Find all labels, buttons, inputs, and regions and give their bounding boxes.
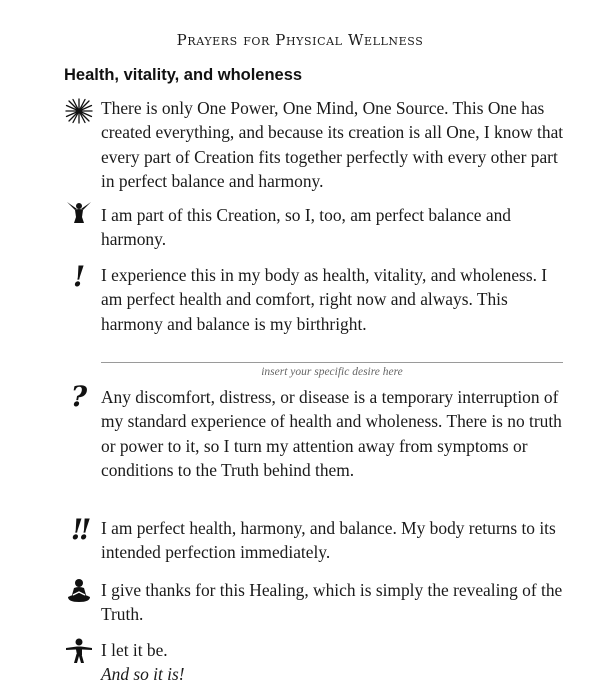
starburst-icon	[62, 98, 96, 126]
prayer-text: There is only One Power, One Mind, One Source. This One has created everything, and because its creation is all One, I know that every part of Creation fits together perfectly with every other part in perfect balance and harmony.	[101, 98, 564, 191]
divider-line	[101, 362, 563, 363]
page-title: Prayers for Physical Wellness	[176, 31, 424, 49]
divider-caption: insert your specific desire here	[261, 366, 403, 378]
raised-arms-figure-icon	[62, 199, 96, 227]
seated-meditation-figure-icon	[62, 578, 96, 606]
question-icon: ?	[70, 380, 88, 413]
desire-divider	[101, 362, 563, 378]
prayer-text: Any discomfort, distress, or disease is a temporary interruption of my standard experience of health and wholeness. There is no truth or power to it, so I turn my attention away from symptoms or conditions to the Truth behind them.	[101, 387, 562, 480]
double-exclamation-icon: !!	[70, 513, 88, 546]
exclamation-icon: !	[72, 260, 86, 293]
prayer-text: I am part of this Creation, so I, too, am perfect balance and harmony.	[101, 205, 511, 250]
open-arms-figure-icon	[62, 638, 96, 666]
prayer-text: I am perfect health, harmony, and balance. My body returns to its intended perfection immediately.	[101, 518, 556, 563]
prayer-text: I experience this in my body as health, vitality, and wholeness. I am perfect health and comfort, right now and always. This harmony and balance is my birthright.	[101, 265, 548, 334]
section-heading: Health, vitality, and wholeness	[64, 66, 303, 84]
prayer-text	[101, 638, 571, 687]
prayer-text: I give thanks for this Healing, which is simply the revealing of the Truth.	[101, 580, 563, 625]
closing-affirmation: And so it is!	[101, 664, 185, 685]
prayer-line: I let it be.	[101, 640, 168, 660]
